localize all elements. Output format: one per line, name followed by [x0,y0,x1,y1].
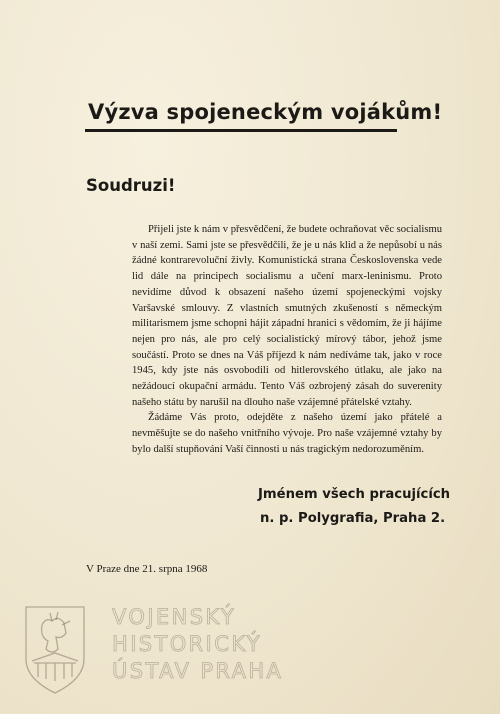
signature-line-1: Jménem všech pracujících [258,487,451,502]
watermark-line-3: ÚSTAV PRAHA [112,659,284,683]
watermark [112,604,283,685]
body-paragraph-2: Žádáme Vás proto, odejděte z našeho území jako přátelé a nevměšujte se do našeho vnitřního vývoje. Pro naše vzájemné vztahy by bylo další stupňování Vaší činnosti u nás tragickým nedorozuměním. [132,412,442,455]
greeting: Soudruzi! [86,176,176,195]
watermark-line-1: VOJENSKÝ [112,605,237,629]
body-text [132,222,442,458]
watermark-line-2: HISTORICKÝ [112,632,262,656]
body-paragraph-1: Přijeli jste k nám v přesvědčení, že budete ochraňovat věc socialismu v naší zemi. Sami jste se přesvědčili, že je u nás klid a že nepůsobí u nás žádné kontrarevoluční živly. Komunistická strana Československa vede lid dále na principech socialismu a učení marx-leninismu. Proto nevidíme důvod k obsazení našeho území spojeneckými vojsky Varšavské smlouvy. Z vlastních smutných zkušeností s německým militarismem jsme schopni hájit západní hranici s vědomím, že ji hájíme nejen pro nás, ale pro celý socialistický mírový tábor, jehož jsme součástí. Proto se dnes na Váš příjezd k nám nedíváme tak, jako v roce 1945, kdy jste nás osvobodili od hitlerovského útlaku, ale jako na nežádoucí okupační armádu. Tento Váš ozbrojený zásah do suverenity našeho státu by narušil na dlouho naše vzájemné přátelské vztahy. [132,224,442,408]
signature [258,483,450,531]
leaflet-title: Výzva spojeneckým vojákům! [88,100,443,124]
title-underline [85,129,397,132]
signature-line-2: n. p. Polygrafia, Praha 2. [260,511,446,526]
date-line: V Praze dne 21. srpna 1968 [86,563,208,575]
institute-emblem-icon [22,603,88,703]
